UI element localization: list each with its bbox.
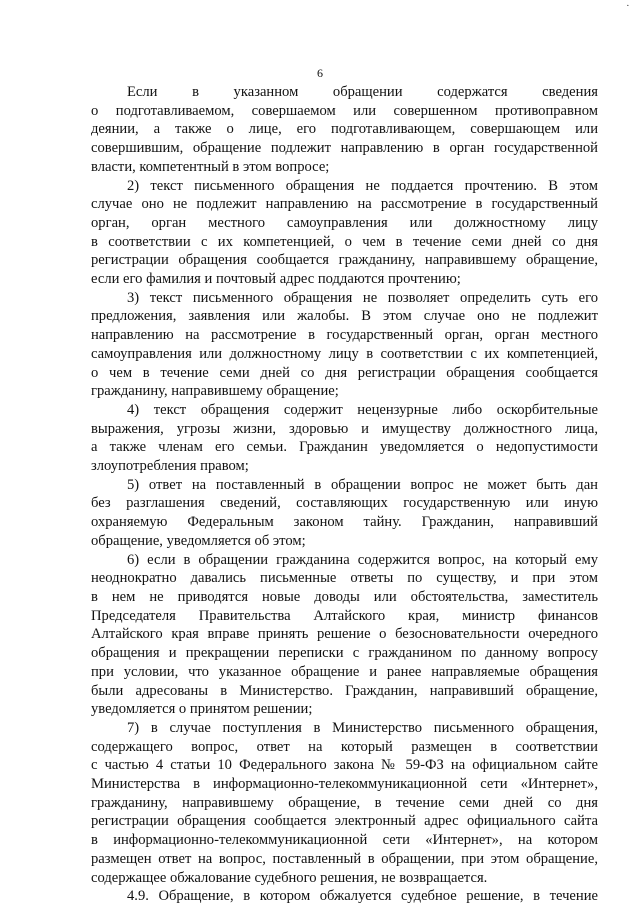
text-line: выражения, угрозы жизни, здоровью и имуществу должностного лица, <box>91 420 598 437</box>
text-line: 7) в случае поступления в Министерство письменного обращения, <box>127 719 598 736</box>
text-line: гражданину, направившему обращение, в течение семи дней со дня <box>91 794 598 811</box>
text-line: при условии, что указанное обращение и ранее направляемые обращения <box>91 663 598 680</box>
text-line: 2) текст письменного обращения не поддается прочтению. В этом <box>127 177 598 194</box>
text-line: направлению на рассмотрение в государственный орган, орган местного <box>91 327 598 344</box>
text-line: неоднократно давались письменные ответы по существу, и при этом <box>91 570 598 587</box>
text-line: гражданину, направившему обращение; <box>91 383 339 400</box>
paragraph-intro <box>91 83 598 177</box>
text-line: были адресованы в Министерство. Гражданин, направивший обращение, <box>91 682 598 699</box>
paragraph-item-2 <box>91 177 598 289</box>
page-number: 6 <box>317 66 323 80</box>
text-line: орган, орган местного самоуправления или должностному лицу <box>91 214 598 231</box>
text-line: обращение, уведомляется об этом; <box>91 532 306 549</box>
corner-mark: · <box>626 0 630 12</box>
text-line: злоупотребления правом; <box>91 458 249 475</box>
text-line: 4.9. Обращение, в котором обжалуется судебное решение, в течение <box>127 888 598 905</box>
text-line: в нем не приводятся новые доводы или обстоятельства, заместитель <box>91 588 598 605</box>
text-line: деянии, а также о лице, его подготавливающем, совершающем или <box>91 121 598 138</box>
text-line: Министерства в информационно-телекоммуникационной сети «Интернет», <box>91 776 598 793</box>
text-line: содержащее обжалование судебного решения, не возвращается. <box>91 869 488 886</box>
text-line: с частью 4 статьи 10 Федерального закона № 59-ФЗ на официальном сайте <box>91 757 598 774</box>
text-line: Председателя Правительства Алтайского края, министр финансов <box>91 607 598 624</box>
text-line: а также членам его семьи. Гражданин уведомляется о недопустимости <box>91 439 598 456</box>
paragraph-item-3 <box>91 289 598 401</box>
paragraph-4-9 <box>91 887 598 906</box>
text-line: обращения и прекращении переписки с гражданином по данному вопросу <box>91 645 598 662</box>
text-line: 5) ответ на поставленный в обращении вопрос не может быть дан <box>127 476 598 493</box>
text-line: о подготавливаемом, совершаемом или совершенном противоправном <box>91 102 598 119</box>
paragraph-item-4 <box>91 401 598 476</box>
text-line: уведомляется о принятом решении; <box>91 701 313 718</box>
text-line: 6) если в обращении гражданина содержится вопрос, на который ему <box>127 551 598 568</box>
paragraph-item-6 <box>91 551 598 719</box>
text-line: регистрации обращения сообщается электронный адрес официального сайта <box>91 813 598 830</box>
document-body <box>91 83 598 906</box>
text-line: совершившим, обращение подлежит направлению в орган государственной <box>91 140 598 157</box>
paragraph-item-5 <box>91 476 598 551</box>
text-line: размещен ответ на вопрос, поставленный в обращении, при этом обращение, <box>91 850 598 867</box>
text-line: 3) текст письменного обращения не позволяет определить суть его <box>127 289 598 306</box>
text-line: предложения, заявления или жалобы. В этом случае оно не подлежит <box>91 308 598 325</box>
text-line: о чем в течение семи дней со дня регистрации обращения сообщается <box>91 364 598 381</box>
text-line: случае оно не подлежит направлению на рассмотрение в государственный <box>91 196 598 213</box>
text-line: без разглашения сведений, составляющих государственную или иную <box>91 495 598 512</box>
text-line: в соответствии с их компетенцией, о чем в течение семи дней со дня <box>91 233 598 250</box>
text-line: самоуправления или должностному лицу в соответствии с их компетенцией, <box>91 345 598 362</box>
text-line: охраняемую Федеральным законом тайну. Гражданин, направивший <box>91 514 598 531</box>
paragraph-item-7 <box>91 719 598 887</box>
text-line: Алтайского края вправе принять решение о безосновательности очередного <box>91 626 598 643</box>
text-line: регистрации обращения сообщается гражданину, направившему обращение, <box>91 252 598 269</box>
text-line: в информационно-телекоммуникационной сети «Интернет», на котором <box>91 832 598 849</box>
text-line: 4) текст обращения содержит нецензурные либо оскорбительные <box>127 401 598 418</box>
text-line: содержащего вопрос, ответ на который размещен в соответствии <box>91 738 598 755</box>
text-line: власти, компетентный в этом вопросе; <box>91 158 330 175</box>
text-line: Если в указанном обращении содержатся сведения <box>127 84 598 100</box>
text-line: если его фамилия и почтовый адрес поддаются прочтению; <box>91 271 461 288</box>
